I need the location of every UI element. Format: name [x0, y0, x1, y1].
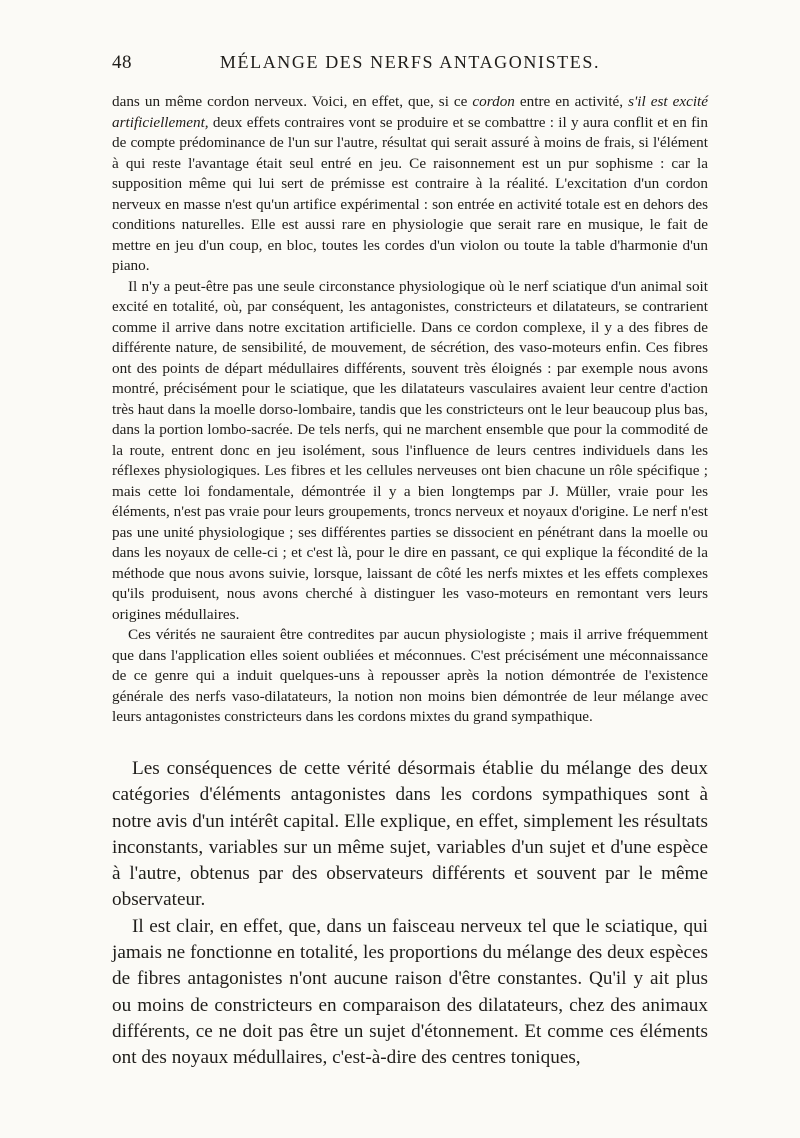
- text-run: deux effets contraires vont se produire et se combattre : il y aura conflit et en fin de compte prédominance de l'un sur l'autre, résultat qui serait assuré à moins de frais, si l'élément à qui reste l'avantage était seul entré en jeu. Ce raisonnement est un pur sophisme : car la supposition même qui lui sert de prémisse est contraire à la réalité. L'excitation d'un cordon nerveux en masse n'est qu'un artifice expérimental : son entrée en activité totale est en dehors des conditions naturelles. Elle est aussi rare en physiologie que serait rare en musique, le fait de mettre en jeu d'un coup, en bloc, toutes les cordes d'un violon ou toute la table d'harmonie d'un piano.: [112, 113, 708, 274]
- large-print-section: [112, 756, 708, 1072]
- italic-text: s'il est excité artificiellement,: [112, 93, 708, 131]
- paragraph-continuation: [112, 92, 708, 277]
- text-run: dans un même cordon nerveux. Voici, en effet, que, si ce: [112, 93, 473, 110]
- italic-text: cordon: [472, 93, 515, 110]
- small-print-section: [112, 92, 708, 728]
- running-title: MÉLANGE DES NERFS ANTAGONISTES.: [219, 52, 601, 72]
- paragraph-sciatic: Il n'y a peut-être pas une seule circonstance physiologique où le nerf sciatique d'un animal soit excité en totalité, où, par conséquent, les antagonistes, constricteurs et dilatateurs, se contrarient comme il arrive dans notre excitation artificielle. Dans ce cordon complexe, il y a des fibres de différente nature, de sensibilité, de mouvement, de sécrétion, des vaso-moteurs enfin. Ces fibres ont des points de départ médullaires différents, souvent très éloignés : par exemple nous avons montré, précisément pour le sciatique, que les dilatateurs vasculaires avaient leur centre d'action très haut dans la moelle dorso-lombaire, tandis que les constricteurs ont le leur beaucoup plus bas, dans la portion lombo-sacrée. De tels nerfs, qui ne marchent ensemble que pour la commodité de la route, entrent donc en jeu isolément, sous l'influence de leurs centres individuels dans les réflexes physiologiques. Les fibres et les cellules nerveuses ont bien chacune un rôle spécifique ; mais cette loi fondamentale, démontrée il y a bien longtemps par J. Müller, vraie pour les éléments, n'est pas vraie pour leurs groupements, troncs nerveux et noyaux d'origine. Le nerf n'est pas une unité physiologique ; ses différentes parties se dissocient en pénétrant dans la moelle ou dans les noyaux de celle-ci ; et c'est là, pour le dire en passant, ce qui explique la fécondité de la méthode que nous avons suivie, lorsque, laissant de côté les nerfs mixtes et les effets complexes qu'ils produisent, nous avons cherché à distinguer les vaso-moteurs en remontant vers leurs origines médullaires.: [112, 277, 708, 623]
- text-run: entre en activité,: [514, 93, 629, 110]
- page-header: [112, 52, 708, 82]
- paragraph-consequences: Les conséquences de cette vérité désormais établie du mélange des deux catégories d'éléments antagonistes dans les cordons sympathiques sont à notre avis d'un intérêt capital. Elle explique, en effet, simplement les résultats inconstants, variables sur un même sujet, variables d'un sujet et d'une espèce à l'autre, obtenus par des observateurs différents et souvent par le même observateur.: [112, 758, 708, 911]
- page-number: 48: [112, 52, 132, 73]
- paragraph-verities: Ces vérités ne sauraient être contredites par aucun physiologiste ; mais il arrive fréquemment que dans l'application elles soient oubliées et méconnues. C'est précisément une méconnaissance de ce genre qui a induit quelques-uns à repousser après la notion démontrée de l'existence générale des nerfs vaso-dilatateurs, la notion non moins bien démontrée de leur mélange avec leurs antagonistes constricteurs dans les cordons mixtes du grand sympathique.: [112, 626, 708, 725]
- paragraph-clair: Il est clair, en effet, que, dans un faisceau nerveux tel que le sciatique, qui jamais ne fonctionne en totalité, les proportions du mélange des deux espèces de fibres antagonistes n'ont aucune raison d'être constantes. Qu'il y ait plus ou moins de constricteurs en comparaison des dilatateurs, chez des animaux différents, ce ne doit pas être un sujet d'étonnement. Et comme ces éléments ont des noyaux médullaires, c'est-à-dire des centres toniques,: [112, 915, 708, 1069]
